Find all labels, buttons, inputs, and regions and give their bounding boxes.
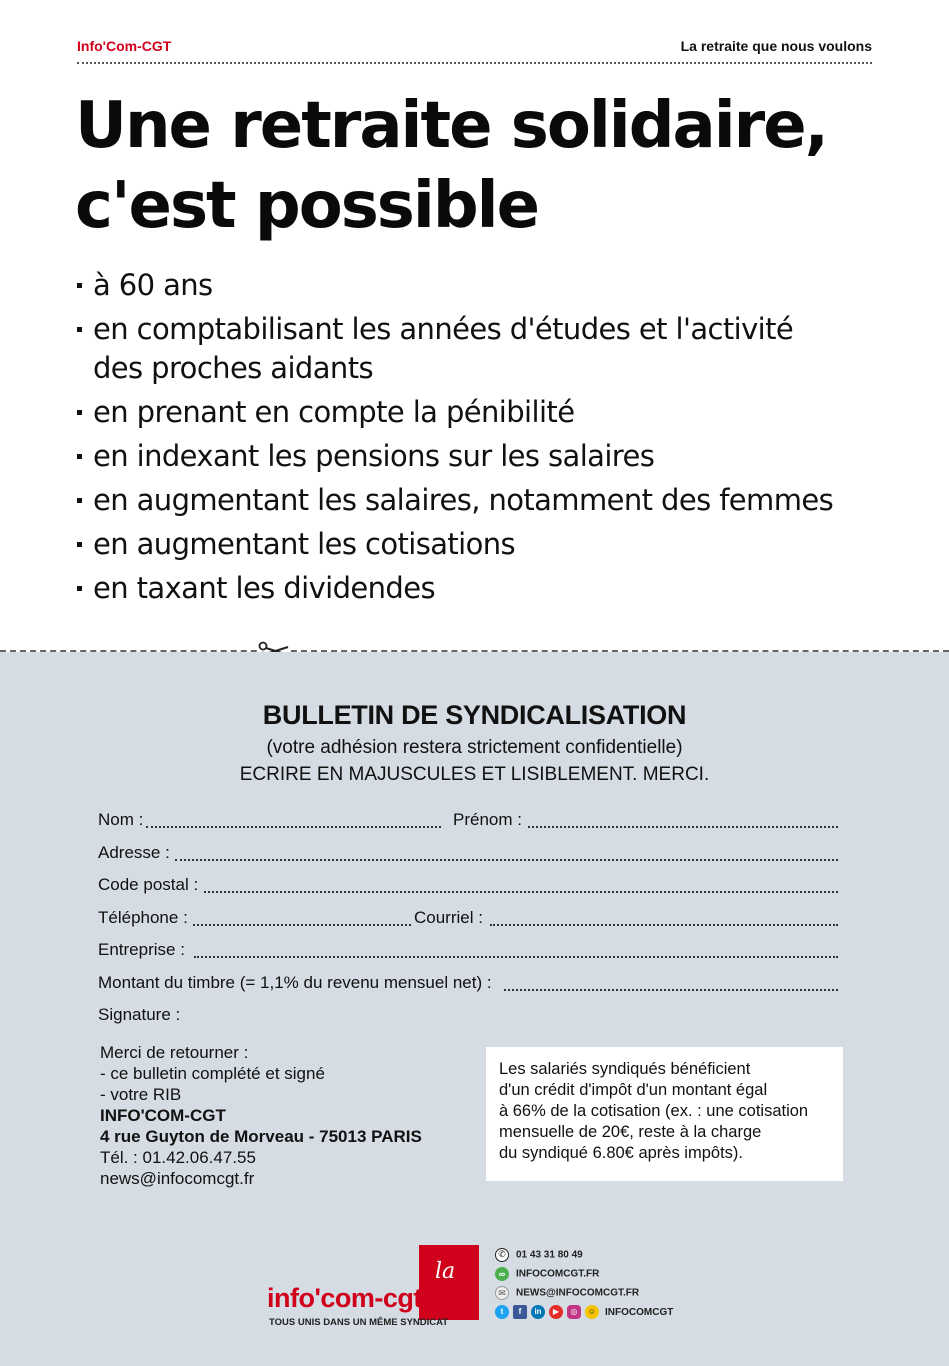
nom-line[interactable] — [146, 826, 441, 828]
telephone-field[interactable] — [98, 908, 838, 932]
tax-note-line: mensuelle de 20€, reste à la charge — [499, 1123, 762, 1141]
entreprise-line[interactable] — [194, 956, 838, 958]
nom-field[interactable] — [98, 810, 838, 834]
instagram-icon[interactable]: ◎ — [567, 1305, 581, 1319]
signature-field[interactable] — [98, 1005, 838, 1029]
return-item: - ce bulletin complété et signé — [100, 1064, 325, 1083]
top-header — [77, 36, 872, 64]
code-postal-field[interactable] — [98, 875, 838, 899]
adresse-line[interactable] — [175, 859, 838, 861]
tax-note-line: du syndiqué 6.80€ après impôts). — [499, 1144, 743, 1162]
social-handle[interactable]: INFOCOMCGT — [605, 1306, 674, 1318]
form-title: BULLETIN DE SYNDICALISATION — [262, 700, 687, 730]
list-item: en augmentant les cotisations — [77, 525, 897, 564]
list-item: en indexant les pensions sur les salaires — [77, 437, 897, 476]
return-intro: Merci de retourner : — [100, 1043, 249, 1062]
tax-note-line: à 66% de la cotisation (ex. : une cotisation — [499, 1102, 809, 1120]
youtube-icon[interactable]: ▶ — [549, 1305, 563, 1319]
phone-icon: ✆ — [495, 1248, 509, 1262]
list-item: en prenant en compte la pénibilité — [77, 393, 897, 432]
return-item: - votre RIB — [100, 1085, 182, 1104]
return-phone: Tél. : 01.42.06.47.55 — [100, 1148, 256, 1167]
headline — [75, 86, 895, 246]
tax-note-line: d'un crédit d'impôt d'un montant égal — [499, 1081, 768, 1099]
montant-line[interactable] — [504, 989, 838, 991]
telephone-line[interactable] — [193, 924, 411, 926]
contact-email-text[interactable]: NEWS@INFOCOMCGT.FR — [516, 1287, 640, 1299]
list-item: en taxant les dividendes — [77, 569, 897, 608]
return-email[interactable]: news@infocomcgt.fr — [100, 1169, 255, 1188]
contact-site[interactable] — [495, 1267, 745, 1286]
courriel-label: Courriel : — [414, 908, 483, 927]
demands-list — [77, 266, 897, 613]
contact-email[interactable] — [495, 1286, 745, 1305]
contact-block — [495, 1248, 745, 1324]
montant-field[interactable] — [98, 973, 838, 997]
telephone-label: Téléphone : — [98, 908, 188, 927]
social-row — [495, 1305, 745, 1324]
return-address: 4 rue Guyton de Morveau - 75013 PARIS — [100, 1127, 422, 1146]
logo-tagline: TOUS UNIS DANS UN MÊME SYNDICAT — [269, 1317, 449, 1328]
prenom-line[interactable] — [528, 826, 838, 828]
logo-la: la — [435, 1259, 456, 1284]
courriel-line[interactable] — [490, 924, 838, 926]
twitter-icon[interactable]: t — [495, 1305, 509, 1319]
logo-name: info'com-cgt — [267, 1283, 422, 1313]
signature-label: Signature : — [98, 1005, 181, 1024]
list-item: en comptabilisant les années d'études et l'activité des proches aidants — [77, 310, 813, 388]
tax-credit-note — [486, 1047, 843, 1181]
contact-phone-text: 01 43 31 80 49 — [516, 1249, 583, 1261]
brand-label: Info'Com-CGT — [77, 38, 172, 54]
mail-icon: ✉ — [495, 1286, 509, 1300]
adresse-label: Adresse : — [98, 843, 170, 862]
list-item: à 60 ans — [77, 266, 897, 305]
adresse-field[interactable] — [98, 843, 838, 867]
code-postal-label: Code postal : — [98, 875, 199, 894]
nom-label: Nom : — [98, 810, 144, 829]
prenom-label: Prénom : — [453, 810, 522, 829]
contact-phone — [495, 1248, 745, 1267]
headline-line-2: c'est possible — [75, 169, 538, 243]
link-icon: ∞ — [495, 1267, 509, 1281]
entreprise-label: Entreprise : — [98, 940, 185, 959]
form-subtitle: (votre adhésion restera strictement confidentielle) — [266, 737, 683, 758]
return-instructions — [100, 1042, 480, 1189]
return-org: INFO'COM-CGT — [100, 1106, 226, 1125]
linkedin-icon[interactable]: in — [531, 1305, 545, 1319]
contact-site-text[interactable]: INFOCOMCGT.FR — [516, 1268, 600, 1280]
snapchat-icon[interactable]: ☺ — [585, 1305, 599, 1319]
membership-form — [0, 652, 949, 1366]
section-label: La retraite que nous voulons — [680, 38, 872, 54]
code-postal-line[interactable] — [204, 891, 838, 893]
tax-note-line: Les salariés syndiqués bénéficient — [499, 1060, 751, 1078]
facebook-icon[interactable]: f — [513, 1305, 527, 1319]
form-instruction: ECRIRE EN MAJUSCULES ET LISIBLEMENT. MERCI. — [239, 764, 710, 785]
infocom-cgt-logo — [267, 1245, 487, 1335]
montant-label: Montant du timbre (= 1,1% du revenu mensuel net) : — [98, 973, 492, 992]
list-item: en augmentant les salaires, notamment des femmes — [77, 481, 897, 520]
entreprise-field[interactable] — [98, 940, 838, 964]
headline-line-1: Une retraite solidaire, — [75, 89, 827, 163]
